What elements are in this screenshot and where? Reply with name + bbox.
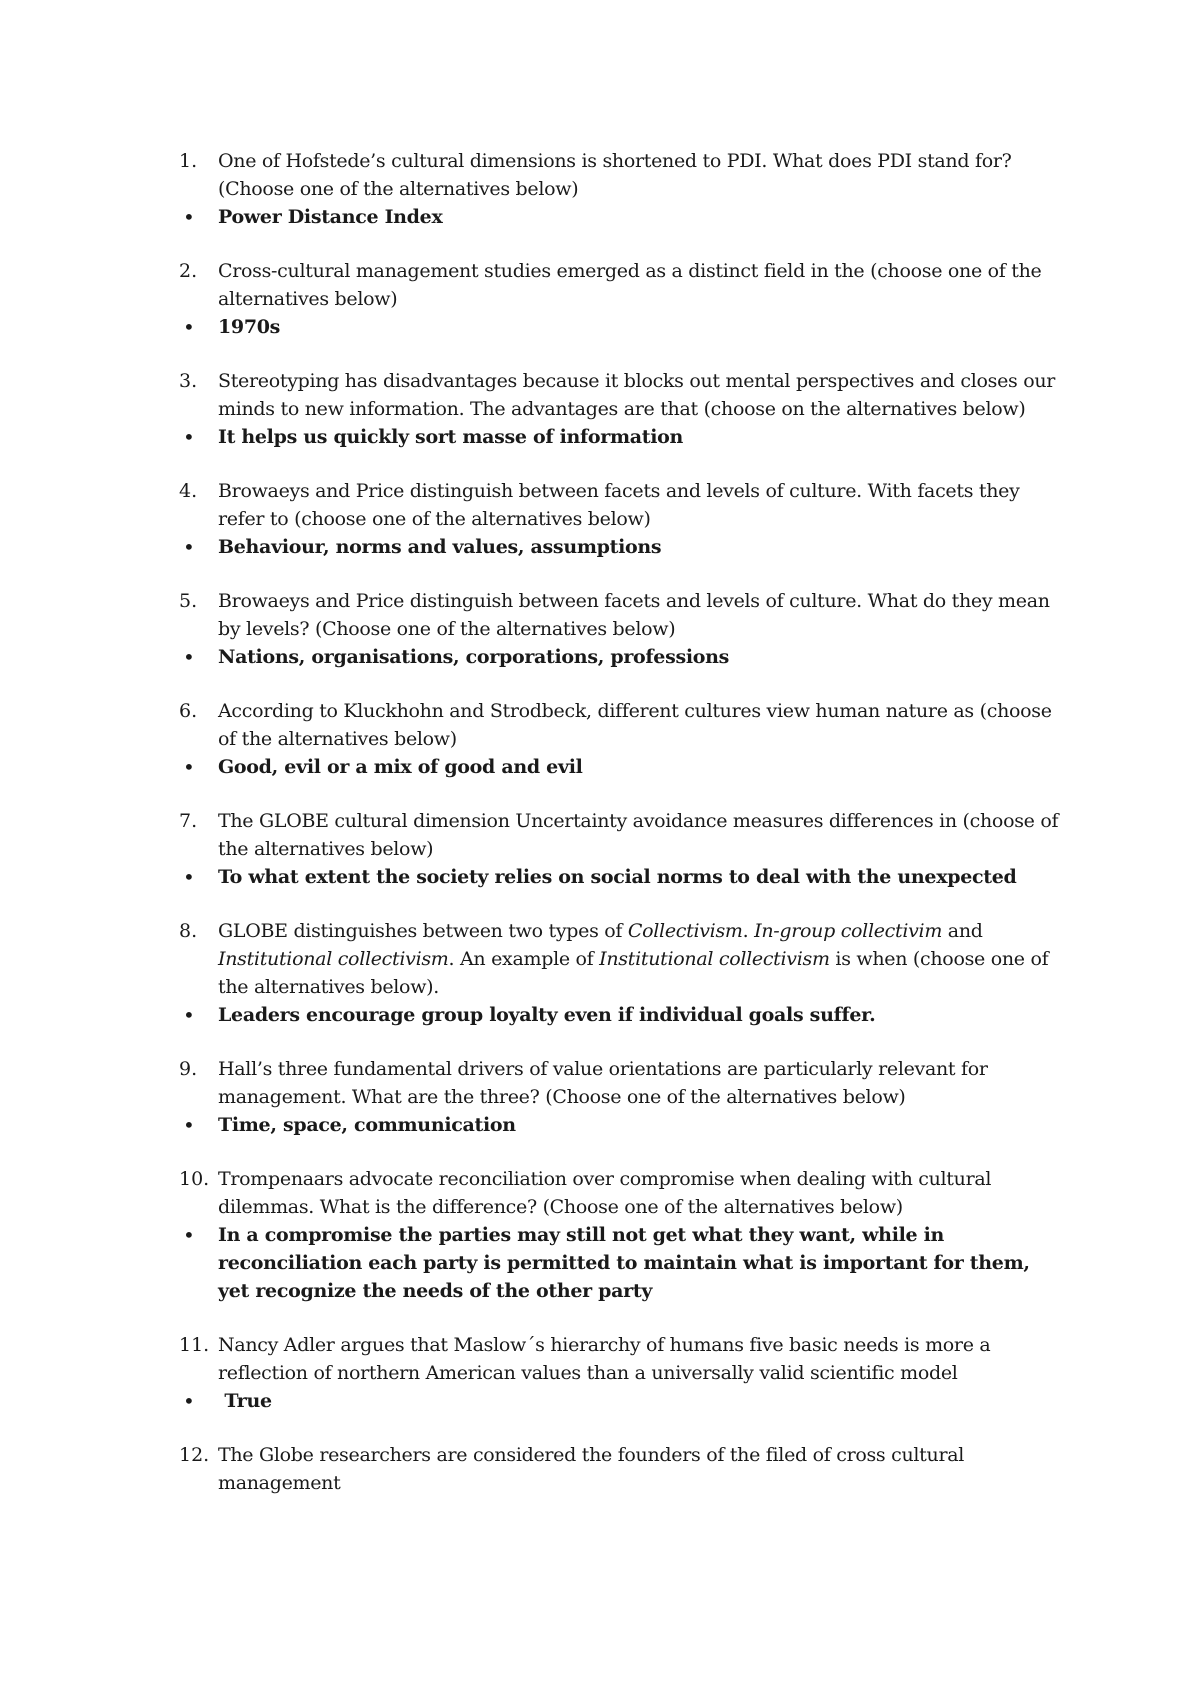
question-item (179, 1331, 1059, 1415)
question-item (179, 587, 1059, 671)
question-text-part: . An example of (448, 948, 600, 970)
question-item (179, 367, 1059, 451)
answer-text: It helps us quickly sort masse of information (218, 426, 684, 448)
question-text: Browaeys and Price distinguish between facets and levels of culture. What do they mean by levels? (Choose one of the alternatives below) (218, 590, 1050, 640)
bullet-icon: • (183, 755, 195, 779)
question-text-part: is when (choose one of the alternatives below). (218, 948, 1049, 998)
answer-text: Power Distance Index (218, 206, 443, 228)
question-item (179, 1441, 1059, 1497)
question-number: 11. (179, 1334, 210, 1356)
bullet-icon: • (183, 1389, 195, 1413)
question-number: 5. (179, 590, 198, 612)
bullet-icon: • (183, 1223, 195, 1247)
question-text: Trompenaars advocate reconciliation over compromise when dealing with cultural dilemmas. What is the difference? (Choose one of the alternatives below) (218, 1168, 992, 1218)
question-text: Hall’s three fundamental drivers of value orientations are particularly relevant for management. What are the three? (Choose one of the alternatives below) (218, 1058, 988, 1108)
question-text: The Globe researchers are considered the founders of the filed of cross cultural management (218, 1444, 965, 1494)
question-item (179, 697, 1059, 781)
question-text-part: GLOBE distinguishes between two types of (218, 920, 628, 942)
bullet-icon: • (183, 425, 195, 449)
question-number: 9. (179, 1058, 198, 1080)
question-text-part: . (742, 920, 755, 942)
question-text: One of Hofstede’s cultural dimensions is shortened to PDI. What does PDI stand for? (Choose one of the alternatives below) (218, 150, 1012, 200)
question-text: The GLOBE cultural dimension Uncertainty avoidance measures differences in (choose of the alternatives below) (218, 810, 1059, 860)
question-text-italic: Collectivism (627, 920, 743, 942)
question-number: 3. (179, 370, 198, 392)
question-text-part: and (942, 920, 983, 942)
question-number: 2. (179, 260, 198, 282)
bullet-icon: • (183, 865, 195, 889)
question-text: Browaeys and Price distinguish between facets and levels of culture. With facets they refer to (choose one of the alternatives below) (218, 480, 1020, 530)
answer-text: Leaders encourage group loyalty even if individual goals suffer. (218, 1004, 876, 1026)
bullet-icon: • (183, 1003, 195, 1027)
question-item (179, 147, 1059, 231)
question-number: 8. (179, 920, 198, 942)
question-item (179, 257, 1059, 341)
question-text-italic: Institutional collectivism (599, 948, 830, 970)
question-number: 4. (179, 480, 198, 502)
answer-text: Behaviour, norms and values, assumptions (218, 536, 662, 558)
question-item (179, 1055, 1059, 1139)
bullet-icon: • (183, 535, 195, 559)
answer-text: Time, space, communication (218, 1114, 516, 1136)
bullet-icon: • (183, 315, 195, 339)
question-number: 6. (179, 700, 198, 722)
question-number: 12. (179, 1444, 210, 1466)
question-list (179, 147, 1059, 1523)
question-text: Nancy Adler argues that Maslow´s hierarchy of humans five basic needs is more a reflection of northern American values than a universally valid scientific model (218, 1334, 991, 1384)
answer-text: To what extent the society relies on social norms to deal with the unexpected (218, 866, 1017, 888)
question-number: 7. (179, 810, 198, 832)
answer-text: True (218, 1390, 272, 1412)
question-number: 1. (179, 150, 198, 172)
bullet-icon: • (183, 1113, 195, 1137)
answer-text: Nations, organisations, corporations, professions (218, 646, 730, 668)
question-item (179, 477, 1059, 561)
question-text-italic: In-group collectivim (754, 920, 943, 942)
question-text (218, 917, 1059, 1001)
question-item (179, 1165, 1059, 1305)
bullet-icon: • (183, 205, 195, 229)
question-text: Cross-cultural management studies emerged as a distinct field in the (choose one of the alternatives below) (218, 260, 1042, 310)
answer-text: Good, evil or a mix of good and evil (218, 756, 583, 778)
bullet-icon: • (183, 645, 195, 669)
question-text: According to Kluckhohn and Strodbeck, different cultures view human nature as (choose of the alternatives below) (218, 700, 1052, 750)
answer-text: In a compromise the parties may still not get what they want, while in reconciliation each party is permitted to maintain what is important for them, yet recognize the needs of the other party (218, 1224, 1030, 1302)
question-item (179, 807, 1059, 891)
question-number: 10. (179, 1168, 210, 1190)
question-text: Stereotyping has disadvantages because it blocks out mental perspectives and closes our minds to new information. The advantages are that (choose on the alternatives below) (218, 370, 1056, 420)
question-text-italic: Institutional collectivism (218, 948, 449, 970)
answer-text: 1970s (218, 316, 281, 338)
question-item (179, 917, 1059, 1029)
